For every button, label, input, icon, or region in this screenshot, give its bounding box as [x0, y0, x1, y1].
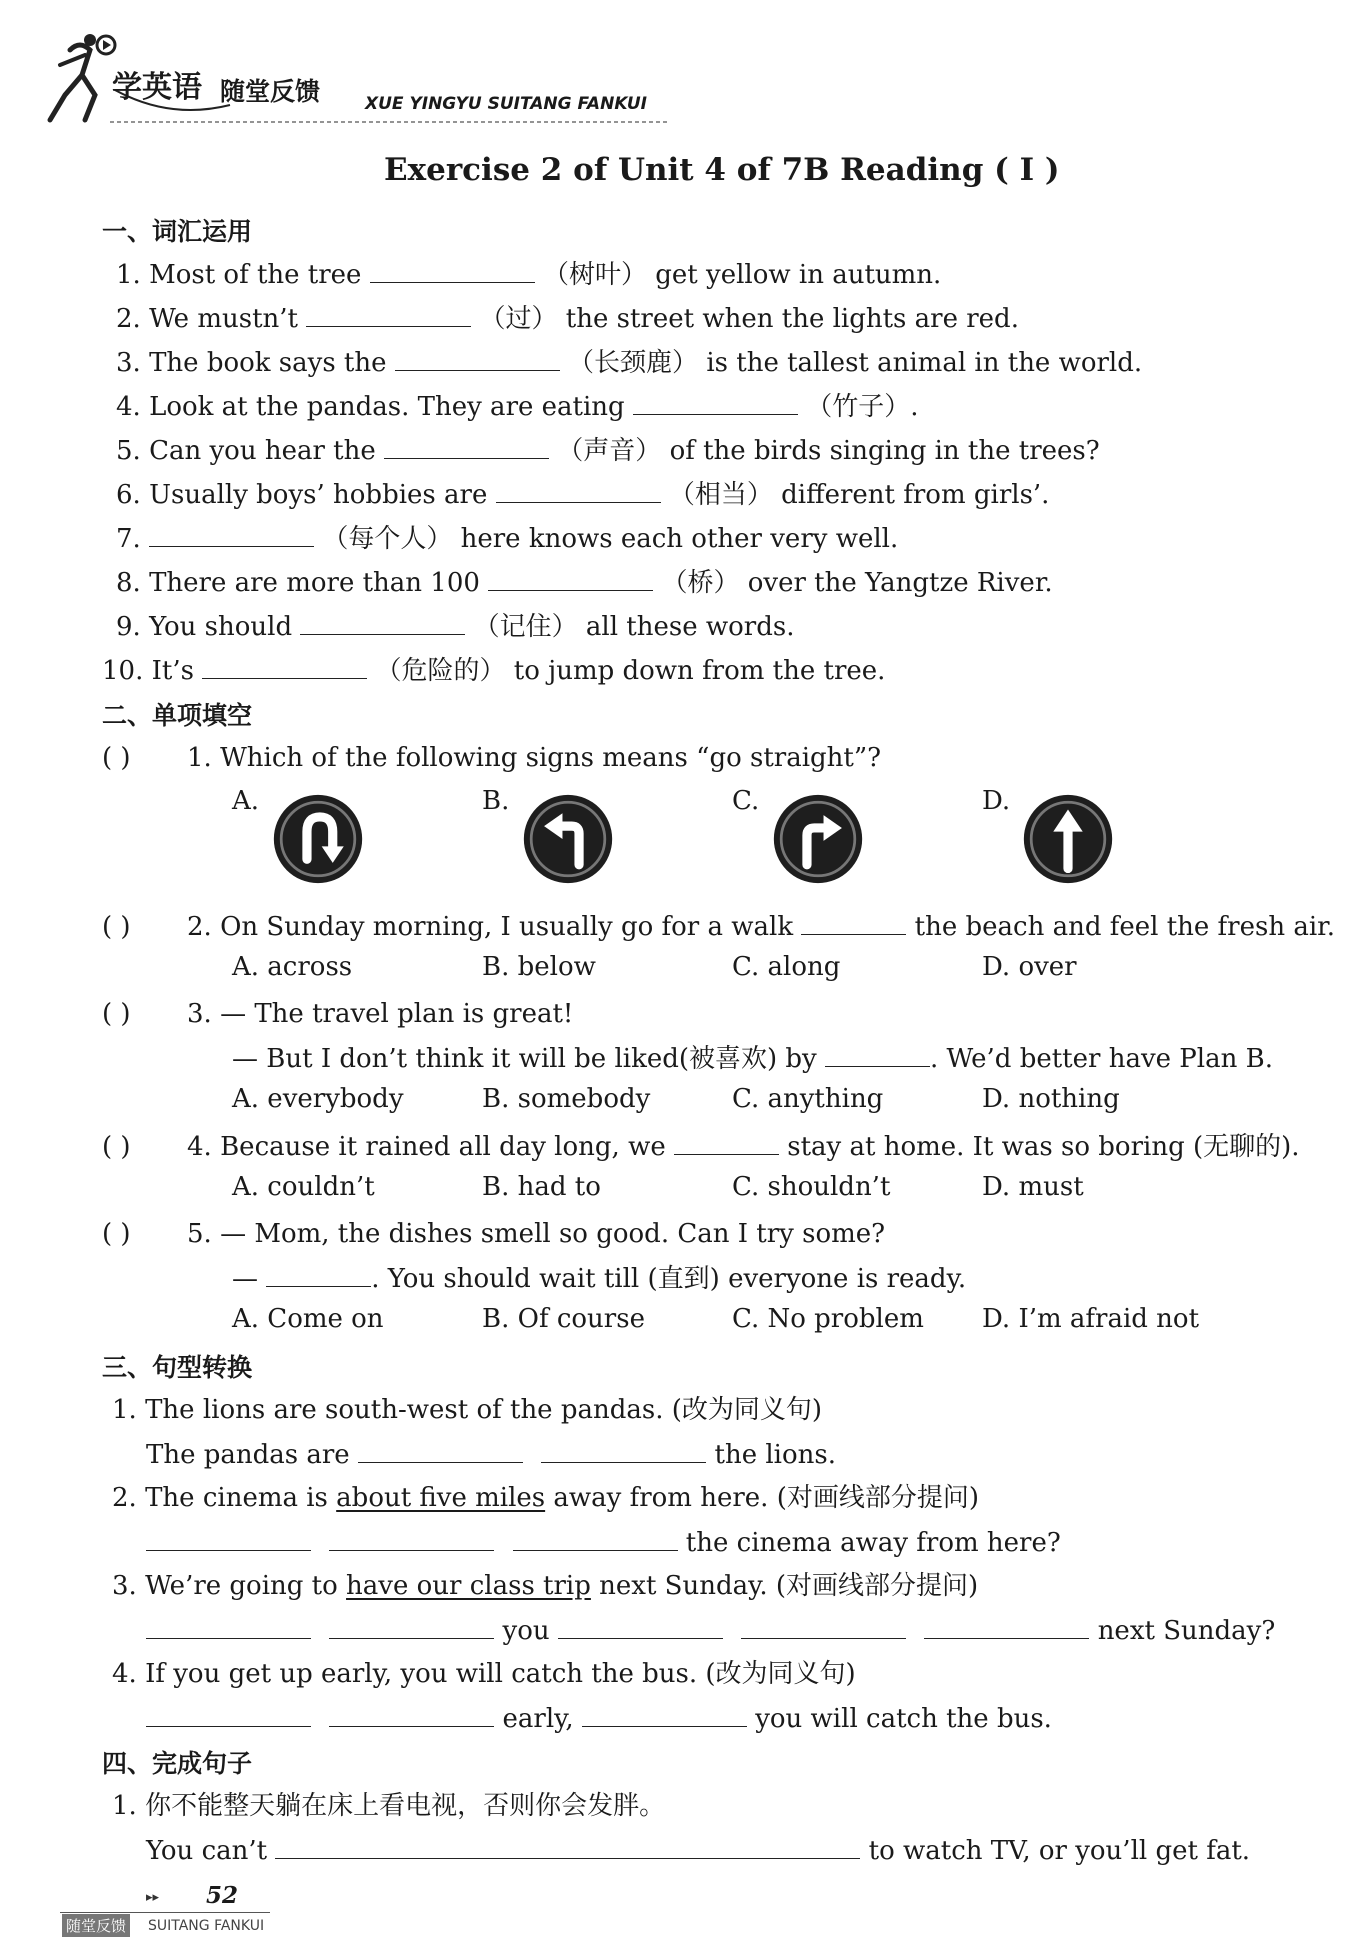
transform-item-4: 4. If you get up early, you will catch the bus. (改为同义句) — [112, 1659, 856, 1689]
vocab-item-10: 10. It’s （危险的） to jump down from the tree. — [102, 650, 885, 691]
answer-blank[interactable] — [370, 254, 535, 283]
mc-question-5-reply: — . You should wait till (直到) everyone is ready. — [232, 1258, 966, 1299]
right-turn-sign-icon[interactable] — [772, 793, 864, 885]
answer-blank[interactable] — [329, 1610, 494, 1639]
mc-question-3: ( ) 3. — The travel plan is great! — [102, 994, 573, 1034]
transform-item-3-answer: you next Sunday? — [146, 1610, 1275, 1651]
q2-option-b[interactable]: B. below — [482, 952, 596, 982]
answer-blank[interactable] — [741, 1610, 906, 1639]
q4-option-b[interactable]: B. had to — [482, 1172, 601, 1202]
q3-option-a[interactable]: A. everybody — [232, 1084, 404, 1114]
vocab-item-7: 7. （每个人） here knows each other very well. — [116, 518, 898, 559]
answer-blank[interactable] — [801, 906, 906, 935]
answer-paren[interactable]: ( ) — [102, 743, 131, 773]
vocab-item-2: 2. We mustn’t （过） the street when the lights are red. — [116, 298, 1019, 339]
q2-option-a[interactable]: A. across — [232, 952, 353, 982]
straight-ahead-sign-icon[interactable] — [1022, 793, 1114, 885]
transform-item-1-answer: The pandas are the lions. — [146, 1434, 836, 1475]
mc-question-3-reply: — But I don’t think it will be liked(被喜欢) by . We’d better have Plan B. — [232, 1038, 1273, 1079]
q5-option-c[interactable]: C. No problem — [732, 1304, 924, 1334]
section-heading-vocabulary: 一、词汇运用 — [102, 217, 253, 246]
complete-item-1-answer: You can’t to watch TV, or you’ll get fat. — [146, 1830, 1250, 1871]
answer-blank[interactable] — [825, 1038, 930, 1067]
section-heading-complete-sentences: 四、完成句子 — [102, 1749, 253, 1778]
header — [30, 20, 670, 130]
answer-blank[interactable] — [384, 430, 549, 459]
answer-blank[interactable] — [266, 1258, 371, 1287]
vocab-item-1: 1. Most of the tree （树叶） get yellow in autumn. — [116, 254, 941, 295]
answer-blank[interactable] — [146, 1610, 311, 1639]
answer-blank[interactable] — [300, 606, 465, 635]
vocab-item-8: 8. There are more than 100 （桥） over the Yangtze River. — [116, 562, 1053, 603]
q4-option-c[interactable]: C. shouldn’t — [732, 1172, 891, 1202]
q2-option-c[interactable]: C. along — [732, 952, 841, 982]
answer-blank[interactable] — [633, 386, 798, 415]
footer-rule — [60, 1912, 270, 1913]
footer-label: 随堂反馈 — [62, 1914, 130, 1937]
answer-paren[interactable]: ( ) — [102, 1219, 131, 1249]
page-title: Exercise 2 of Unit 4 of 7B Reading ( Ⅰ ) — [384, 152, 1060, 188]
answer-blank[interactable] — [306, 298, 471, 327]
answer-blank[interactable] — [329, 1522, 494, 1551]
transform-item-2-answer: the cinema away from here? — [146, 1522, 1061, 1563]
answer-paren[interactable]: ( ) — [102, 999, 131, 1029]
answer-blank[interactable] — [924, 1610, 1089, 1639]
transform-item-2: 2. The cinema is about five miles away from here. (对画线部分提问) — [112, 1483, 979, 1513]
footer-pinyin: SUITANG FANKUI — [148, 1918, 265, 1934]
answer-paren[interactable]: ( ) — [102, 912, 131, 942]
left-turn-sign-icon[interactable] — [522, 793, 614, 885]
answer-blank[interactable] — [146, 1698, 311, 1727]
answer-blank[interactable] — [275, 1830, 860, 1859]
answer-paren[interactable]: ( ) — [102, 1132, 131, 1162]
q3-option-b[interactable]: B. somebody — [482, 1084, 651, 1114]
vocab-item-5: 5. Can you hear the （声音） of the birds singing in the trees? — [116, 430, 1100, 471]
transform-item-4-answer: early, you will catch the bus. — [146, 1698, 1052, 1739]
answer-blank[interactable] — [582, 1698, 747, 1727]
answer-blank[interactable] — [674, 1126, 779, 1155]
q5-option-b[interactable]: B. Of course — [482, 1304, 645, 1334]
option-label-a: A. — [232, 786, 260, 816]
brand-subtitle-cn: 随堂反馈 — [220, 77, 321, 106]
complete-item-1: 1. 你不能整天躺在床上看电视，否则你会发胖。 — [112, 1791, 666, 1821]
q3-option-c[interactable]: C. anything — [732, 1084, 884, 1114]
q4-option-d[interactable]: D. must — [982, 1172, 1084, 1202]
q5-option-a[interactable]: A. Come on — [232, 1304, 384, 1334]
transform-item-3: 3. We’re going to have our class trip next Sunday. (对画线部分提问) — [112, 1571, 979, 1601]
footer-arrows: ▸▸ — [146, 1890, 160, 1905]
page-number: 52 — [206, 1882, 239, 1909]
answer-blank[interactable] — [149, 518, 314, 547]
q3-option-d[interactable]: D. nothing — [982, 1084, 1120, 1114]
answer-blank[interactable] — [541, 1434, 706, 1463]
option-label-c: C. — [732, 786, 760, 816]
answer-blank[interactable] — [329, 1698, 494, 1727]
vocab-item-6: 6. Usually boys’ hobbies are （相当） different from girls’. — [116, 474, 1049, 515]
option-label-b: B. — [482, 786, 510, 816]
mc-question-2: ( ) 2. On Sunday morning, I usually go for a walk the beach and feel the fresh air. — [102, 906, 1335, 947]
answer-blank[interactable] — [496, 474, 661, 503]
mc-question-5: ( ) 5. — Mom, the dishes smell so good. Can I try some? — [102, 1214, 885, 1254]
brand-title-cn: 学英语 — [112, 70, 202, 105]
vocab-item-3: 3. The book says the （长颈鹿） is the tallest animal in the world. — [116, 342, 1142, 383]
brand-pinyin: XUE YINGYU SUITANG FANKUI — [365, 94, 648, 114]
u-turn-sign-icon[interactable] — [272, 793, 364, 885]
answer-blank[interactable] — [358, 1434, 523, 1463]
transform-item-1: 1. The lions are south-west of the pandas. (改为同义句) — [112, 1395, 823, 1425]
answer-blank[interactable] — [146, 1522, 311, 1551]
q2-option-d[interactable]: D. over — [982, 952, 1077, 982]
mc-question-1: ( ) 1. Which of the following signs means “go straight”? — [102, 738, 881, 778]
section-heading-sentence-transformation: 三、句型转换 — [102, 1353, 253, 1382]
mc-question-4: ( ) 4. Because it rained all day long, we stay at home. It was so boring (无聊的). — [102, 1126, 1300, 1167]
answer-blank[interactable] — [488, 562, 653, 591]
option-label-d: D. — [982, 786, 1011, 816]
answer-blank[interactable] — [202, 650, 367, 679]
vocab-item-9: 9. You should （记住） all these words. — [116, 606, 794, 647]
answer-blank[interactable] — [513, 1522, 678, 1551]
answer-blank[interactable] — [558, 1610, 723, 1639]
vocab-item-4: 4. Look at the pandas. They are eating （竹子）. — [116, 386, 918, 427]
q4-option-a[interactable]: A. couldn’t — [232, 1172, 375, 1202]
section-heading-multiple-choice: 二、单项填空 — [102, 701, 253, 730]
q5-option-d[interactable]: D. I’m afraid not — [982, 1304, 1200, 1334]
answer-blank[interactable] — [395, 342, 560, 371]
